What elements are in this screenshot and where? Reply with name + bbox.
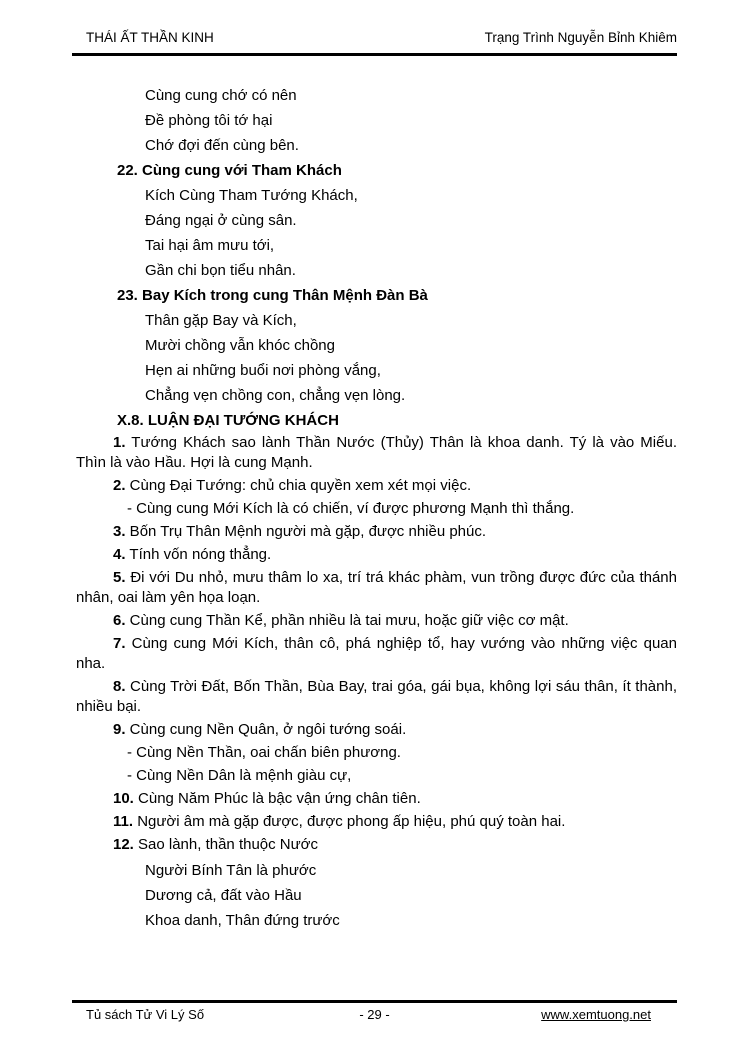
numbered-paragraph: 5. Đi với Du nhỏ, mưu thâm lo xa, trí trá khác phàm, vun trồng được đức của thánh nhân, oai làm yên họa loạn.: [76, 569, 677, 606]
paragraph-number: 3.: [113, 523, 126, 540]
verse-line: Dương cả, đất vào Hầu: [145, 887, 302, 904]
page-header: [72, 30, 677, 56]
footer-row: [72, 1007, 677, 1023]
content: [76, 83, 677, 933]
numbered-paragraph: 11. Người âm mà gặp được, được phong ấp hiệu, phú quý toàn hai.: [113, 813, 566, 830]
numbered-paragraph: 7. Cùng cung Mới Kích, thân cô, phá nghiệp tổ, hay vướng vào những việc quan nha.: [76, 635, 677, 672]
verse-line: Đề phòng tôi tớ hại: [145, 112, 273, 129]
verse-line: Người Bính Tân là phước: [145, 862, 317, 879]
numbered-paragraph: 4. Tính vốn nóng thẳng.: [113, 546, 272, 563]
paragraph-number: 8.: [113, 678, 126, 695]
footer-series-title: Tủ sách Tử Vi Lý Số: [86, 1007, 205, 1022]
paragraph-number: 2.: [113, 477, 126, 494]
paragraph-number: 1.: [113, 434, 126, 451]
paragraph-number: 5.: [113, 569, 126, 586]
numbered-paragraph: 3. Bốn Trụ Thân Mệnh người mà gặp, được nhiều phúc.: [113, 523, 487, 540]
paragraph-number: 4.: [113, 546, 126, 563]
section-heading: X.8. LUẬN ĐẠI TƯỚNG KHÁCH: [117, 412, 339, 429]
footer-website-link[interactable]: www.xemtuong.net: [541, 1007, 651, 1022]
sub-item-line: - Cùng cung Mới Kích là có chiến, ví được phương Mạnh thì thắng.: [127, 500, 575, 517]
page-footer: [72, 1000, 677, 1023]
numbered-paragraph: 8. Cùng Trời Đất, Bốn Thần, Bùa Bay, trai góa, gái bụa, không lợi sáu thân, ít thành, nhiều bại.: [76, 678, 677, 715]
verse-line: Cùng cung chớ có nên: [145, 87, 297, 104]
paragraph-number: 9.: [113, 721, 126, 738]
sub-item-line: - Cùng Nền Dân là mệnh giàu cự,: [127, 767, 352, 784]
numbered-paragraph: 1. Tướng Khách sao lành Thần Nước (Thủy) Thân là khoa danh. Tý là vào Miếu. Thìn là vào Hầu. Hợi là cung Mạnh.: [76, 434, 677, 471]
paragraph-number: 10.: [113, 790, 134, 807]
header-author: Trạng Trình Nguyễn Bỉnh Khiêm: [484, 30, 677, 45]
paragraph-number: 6.: [113, 612, 126, 629]
numbered-paragraph: 6. Cùng cung Thần Kể, phần nhiều là tai mưu, hoặc giữ việc cơ mật.: [113, 612, 569, 629]
verse-line: Kích Cùng Tham Tướng Khách,: [145, 187, 358, 204]
numbered-paragraph: 10. Cùng Năm Phúc là bậc vận ứng chân tiên.: [113, 790, 421, 807]
verse-line: Gần chi bọn tiểu nhân.: [145, 262, 296, 279]
verse-line: Đáng ngại ở cùng sân.: [145, 212, 297, 229]
paragraph-number: 7.: [113, 635, 126, 652]
numbered-paragraph: 2. Cùng Đại Tướng: chủ chia quyền xem xét mọi việc.: [113, 477, 472, 494]
numbered-paragraph: 12. Sao lành, thần thuộc Nước: [113, 836, 319, 853]
verse-line: Chớ đợi đến cùng bên.: [145, 137, 299, 154]
verse-line: Tai hại âm mưu tới,: [145, 237, 275, 254]
sub-item-line: - Cùng Nền Thần, oai chấn biên phương.: [127, 744, 401, 761]
verse-line: Chẳng vẹn chồng con, chẳng vẹn lòng.: [145, 387, 406, 404]
section-heading: 23. Bay Kích trong cung Thân Mệnh Đàn Bà: [117, 287, 428, 304]
verse-line: Khoa danh, Thân đứng trước: [145, 912, 340, 929]
section-heading: 22. Cùng cung với Tham Khách: [117, 162, 342, 179]
verse-line: Hẹn ai những buổi nơi phòng vắng,: [145, 362, 381, 379]
verse-line: Thân gặp Bay và Kích,: [145, 312, 297, 329]
page-number: - 29 -: [359, 1007, 390, 1022]
paragraph-number: 12.: [113, 836, 134, 853]
numbered-paragraph: 9. Cùng cung Nền Quân, ở ngôi tướng soái.: [113, 721, 407, 738]
header-book-title: THÁI ẤT THẦN KINH: [86, 30, 214, 45]
paragraph-number: 11.: [113, 813, 134, 830]
verse-line: Mười chồng vẫn khóc chồng: [145, 337, 335, 354]
